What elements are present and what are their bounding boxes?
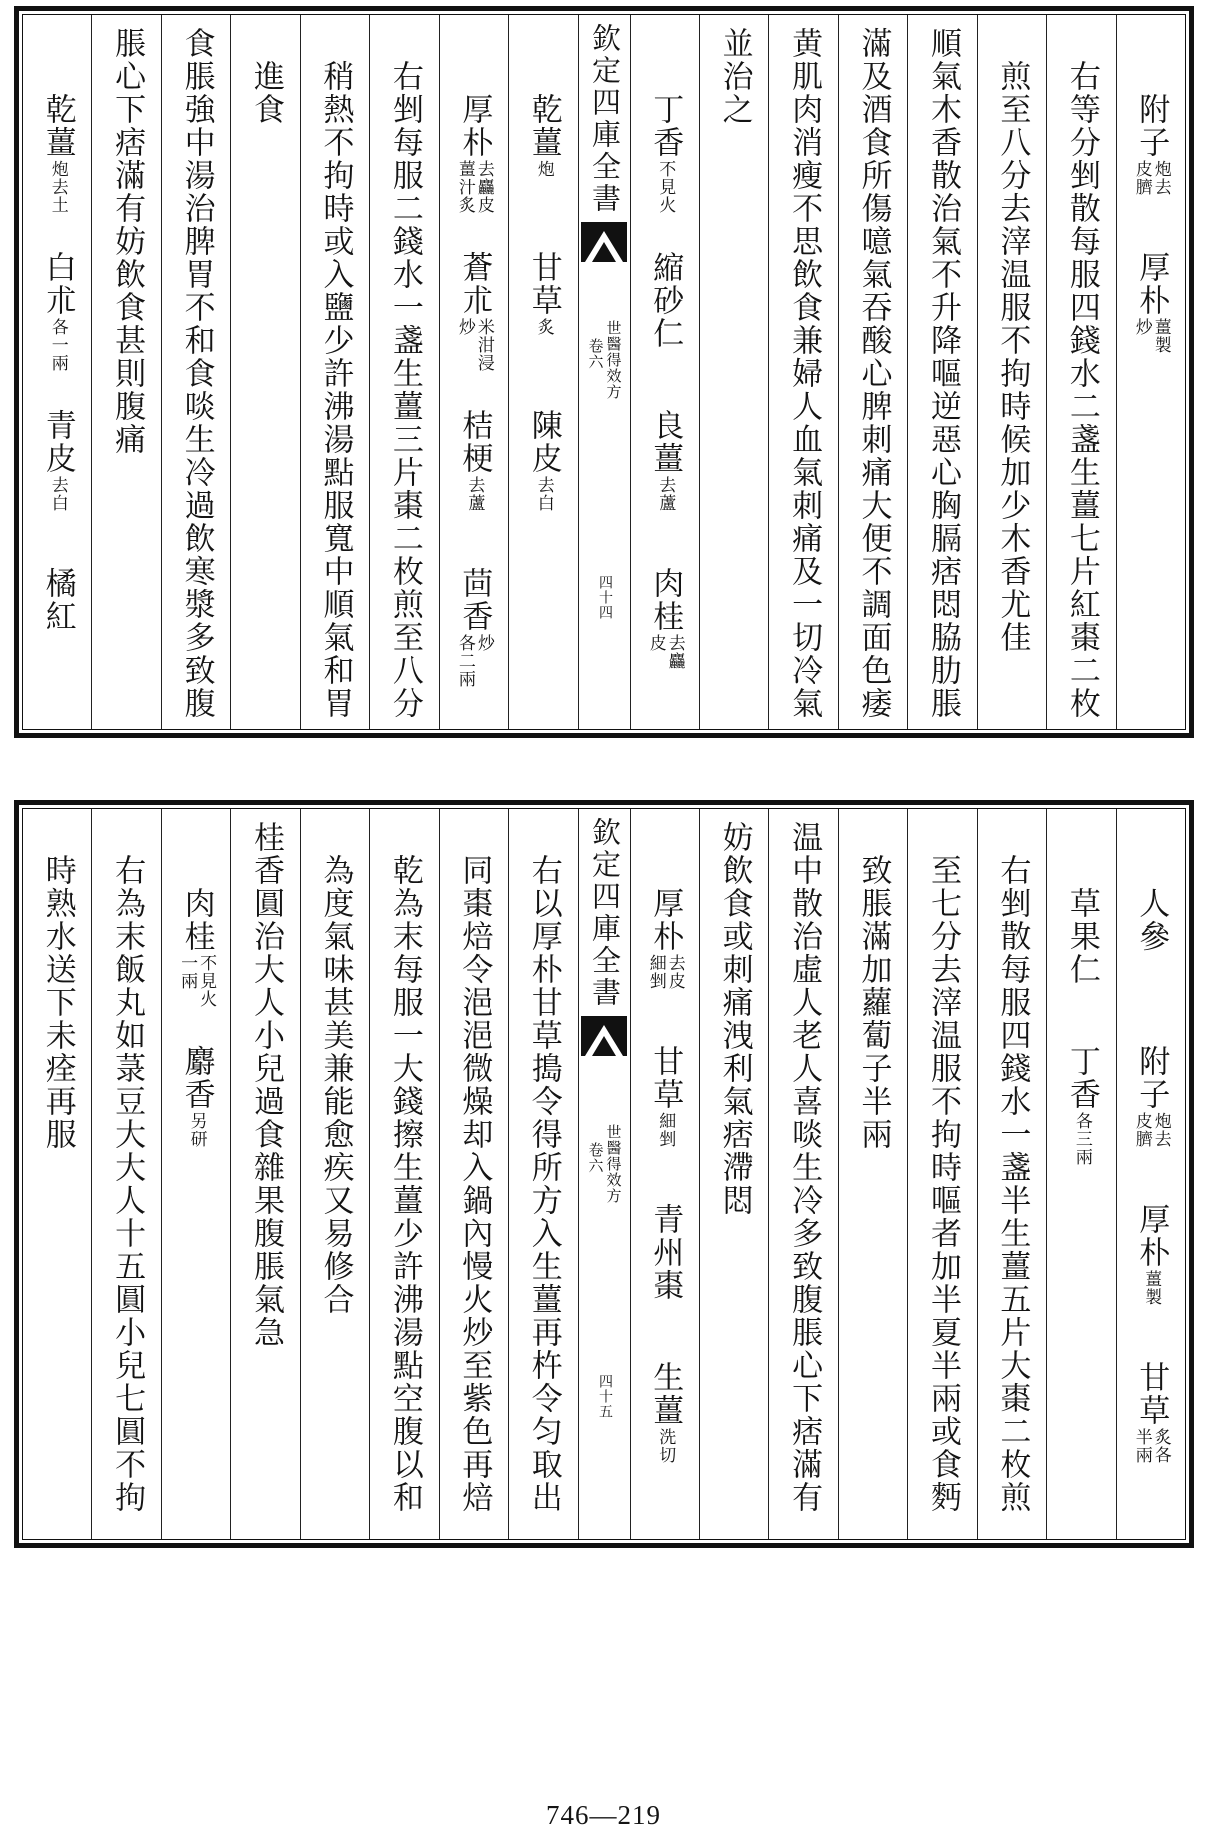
volume-number: 卷六 — [586, 338, 605, 370]
text-line — [1063, 60, 1100, 720]
annotation-note — [1141, 1270, 1162, 1306]
text-column — [699, 809, 768, 1539]
text-column — [907, 809, 976, 1539]
ingredient-entry — [1133, 251, 1169, 354]
ingredient-entry — [177, 887, 217, 1045]
text-line — [716, 821, 753, 1217]
annotation-note — [655, 1112, 676, 1148]
ingredient-entry — [1063, 1045, 1100, 1166]
main-text: 丁香 — [1063, 1045, 1100, 1111]
annotation-line: 去麤 — [664, 634, 685, 670]
main-text: 縮砂仁 — [647, 251, 684, 350]
main-text: 稍熱不拘時或入鹽少許沸湯點服寬中順氣和胃 — [317, 60, 354, 720]
text-line — [248, 60, 285, 126]
ingredient-entry — [647, 567, 683, 670]
annotation-note — [1133, 160, 1169, 196]
main-text: 附子 — [1133, 93, 1170, 159]
main-text: 肉桂 — [647, 567, 684, 633]
main-text: 時熟水送下未痊再服 — [39, 854, 76, 1151]
annotation-line: 不見火 — [655, 160, 676, 214]
main-text: 至七分去滓温服不拘時嘔者加半夏半兩或食麪 — [924, 854, 961, 1514]
annotation-line: 薑汁炙 — [454, 160, 475, 214]
collection-title: 欽定四庫全書 — [588, 817, 622, 1009]
text-line — [317, 60, 354, 720]
text-column — [161, 15, 230, 729]
main-text: 滿及酒食所傷噫氣吞酸心脾刺痛大便不調面色痿 — [855, 27, 892, 720]
main-text: 致脹滿加蘿蔔子半兩 — [855, 854, 892, 1151]
ingredient-entry — [1133, 1045, 1169, 1203]
main-text: 右為末飯丸如菉豆大大人十五圓小兒七圓不拘 — [109, 854, 146, 1514]
ingredient-entry — [647, 409, 684, 567]
ingredient-entry — [647, 251, 684, 409]
volume-number: 卷六 — [586, 1142, 605, 1174]
text-column — [300, 15, 369, 729]
annotation-line: 各三兩 — [1071, 1112, 1092, 1166]
main-text: 温中散治虛人老人喜啖生冷多致腹脹心下痞滿有 — [786, 821, 823, 1514]
text-column — [161, 809, 230, 1539]
ingredient-entry — [525, 93, 562, 251]
fish-tail-mark — [581, 1016, 627, 1056]
ingredient-entry — [525, 251, 562, 409]
text-column — [907, 15, 976, 729]
text-line — [525, 854, 562, 1514]
main-text: 食脹強中湯治脾胃不和食啖生冷過飲寒漿多致腹 — [178, 27, 215, 720]
main-text: 順氣木香散治氣不升降嘔逆惡心胸膈痞悶脇肋脹 — [924, 27, 961, 720]
text-line — [386, 854, 423, 1514]
half-page-bottom — [14, 800, 1194, 1548]
annotation-note — [655, 476, 676, 512]
text-column — [23, 15, 91, 729]
annotation-line: 炙各 — [1150, 1428, 1171, 1464]
annotation-line: 洗切 — [655, 1428, 676, 1464]
center-fold-column — [578, 809, 630, 1539]
main-text: 乾薑 — [525, 93, 562, 159]
text-column — [977, 809, 1046, 1539]
text-line — [855, 27, 892, 720]
annotation-line: 各一兩 — [47, 318, 68, 372]
annotation-note — [535, 160, 552, 178]
main-text: 丁香 — [647, 93, 684, 159]
text-column — [768, 15, 837, 729]
main-text: 進食 — [248, 60, 285, 126]
annotation-line: 各二兩 — [454, 634, 475, 688]
annotation-line: 炮去 — [1150, 1112, 1171, 1148]
half-page-top — [14, 6, 1194, 738]
ingredient-entry — [647, 1203, 684, 1361]
main-text: 右剉每服二錢水一盞生薑三片棗二枚煎至八分 — [386, 60, 423, 720]
ingredient-entry — [1133, 887, 1170, 1045]
annotation-note — [456, 634, 492, 688]
text-column — [699, 15, 768, 729]
main-text: 為度氣味甚美兼能愈疾又易修合 — [317, 854, 354, 1316]
main-text: 乾為末每服一大錢擦生薑少許沸湯點空腹以和 — [386, 854, 423, 1514]
text-column — [508, 15, 577, 729]
text-column — [768, 809, 837, 1539]
text-line — [924, 854, 961, 1514]
annotation-note — [1133, 318, 1169, 354]
text-column — [369, 15, 438, 729]
text-column — [439, 15, 508, 729]
ingredient-entry — [178, 1045, 215, 1148]
ingredient-entry — [647, 887, 683, 1045]
text-column — [91, 809, 160, 1539]
text-column — [23, 809, 91, 1539]
annotation-note — [1073, 1112, 1090, 1166]
main-text: 厚朴 — [647, 887, 684, 953]
ingredient-entry — [39, 409, 76, 567]
text-column — [230, 809, 299, 1539]
main-text: 陳皮 — [525, 409, 562, 475]
text-column — [630, 15, 699, 729]
text-column — [300, 809, 369, 1539]
annotation-line: 炒 — [473, 634, 494, 652]
text-line — [386, 60, 423, 720]
annotation-line: 炒 — [454, 318, 475, 336]
center-fold-column — [578, 15, 630, 729]
text-line — [39, 854, 76, 1151]
main-text: 肉桂 — [178, 887, 215, 953]
text-line — [994, 854, 1031, 1514]
text-column — [369, 809, 438, 1539]
main-text: 右剉散每服四錢水一盞半生薑五片大棗二枚煎 — [994, 854, 1031, 1514]
text-line — [786, 27, 823, 720]
annotation-line: 細剉 — [645, 954, 666, 990]
annotation-note — [456, 318, 492, 372]
ingredient-entry — [647, 93, 684, 251]
ingredient-entry — [39, 251, 76, 409]
annotation-line: 另研 — [186, 1112, 207, 1148]
text-line — [178, 27, 215, 720]
main-text: 甘草 — [647, 1045, 684, 1111]
annotation-line: 去蘆 — [655, 476, 676, 512]
text-line — [716, 27, 753, 126]
annotation-line: 去麤皮 — [473, 160, 494, 214]
annotation-note — [1133, 1112, 1169, 1148]
annotation-line: 去白 — [47, 476, 68, 512]
main-text: 右以厚朴甘草搗令得所方入生薑再杵令匀取出 — [525, 854, 562, 1514]
main-text: 蒼朮 — [456, 251, 493, 317]
main-text: 人參 — [1133, 887, 1170, 953]
main-text: 青皮 — [39, 409, 76, 475]
text-column — [1046, 809, 1115, 1539]
annotation-note — [177, 954, 217, 1008]
text-column — [838, 15, 907, 729]
annotation-note — [49, 476, 66, 512]
ingredient-entry — [647, 1045, 684, 1203]
ingredient-entry — [1133, 1361, 1169, 1464]
annotation-line: 薑製 — [1141, 1270, 1162, 1306]
ingredient-entry — [456, 567, 492, 688]
text-line — [994, 60, 1031, 654]
text-line — [924, 27, 961, 720]
main-text: 煎至八分去滓温服不拘時候加少木香尤佳 — [994, 60, 1031, 654]
annotation-line: 細剉 — [655, 1112, 676, 1148]
annotation-line: 一兩 — [177, 954, 198, 990]
main-text: 甘草 — [1133, 1361, 1170, 1427]
annotation-line: 炮 — [533, 160, 554, 178]
annotation-note — [1133, 1428, 1169, 1464]
annotation-line: 去白 — [533, 476, 554, 512]
main-text: 青州棗 — [647, 1203, 684, 1302]
annotation-note — [655, 160, 676, 214]
text-line — [456, 854, 493, 1514]
main-text: 桂香圓治大人小兒過食雜果腹脹氣急 — [248, 821, 285, 1349]
annotation-line: 不見火 — [196, 954, 217, 1008]
ingredient-entry — [456, 409, 493, 567]
main-text: 附子 — [1133, 1045, 1170, 1111]
collection-title: 欽定四庫全書 — [588, 23, 622, 215]
annotation-note — [535, 318, 552, 336]
page-frame — [22, 808, 1186, 1540]
book-info — [579, 320, 630, 400]
annotation-line: 去皮 — [664, 954, 685, 990]
text-line — [109, 854, 146, 1514]
main-text: 厚朴 — [1133, 251, 1170, 317]
ingredient-entry — [525, 409, 562, 512]
page-frame — [22, 14, 1186, 730]
ingredient-entry — [1133, 1203, 1170, 1361]
annotation-note — [647, 954, 683, 990]
text-line — [786, 821, 823, 1514]
annotation-line: 半兩 — [1131, 1428, 1152, 1464]
main-text: 生薑 — [647, 1361, 684, 1427]
annotation-line: 炮去 — [1150, 160, 1171, 196]
main-text: 甘草 — [525, 251, 562, 317]
text-column — [630, 809, 699, 1539]
ingredient-entry — [456, 93, 492, 251]
main-text: 茴香 — [456, 567, 493, 633]
annotation-note — [49, 318, 66, 372]
book-info — [579, 1124, 630, 1204]
main-text: 橘紅 — [39, 567, 76, 633]
ingredient-entry — [39, 567, 76, 633]
ingredient-entry — [456, 251, 492, 409]
main-text: 厚朴 — [1133, 1203, 1170, 1269]
main-text: 同棗焙令浥浥微燥却入鍋內慢火炒至紫色再焙 — [456, 854, 493, 1514]
annotation-line: 炙 — [533, 318, 554, 336]
book-title: 世醫得效方 — [604, 1124, 623, 1204]
text-column — [508, 809, 577, 1539]
text-column — [838, 809, 907, 1539]
ingredient-entry — [647, 1361, 684, 1464]
page-number: 746—219 — [546, 1800, 661, 1830]
annotation-line: 皮臍 — [1131, 160, 1152, 196]
annotation-line: 炒 — [1131, 318, 1152, 336]
text-column — [977, 15, 1046, 729]
annotation-line: 皮臍 — [1131, 1112, 1152, 1148]
annotation-line: 炮去土 — [47, 160, 68, 214]
leaf-number: 四十五 — [597, 1374, 613, 1419]
main-text: 良薑 — [647, 409, 684, 475]
text-column — [439, 809, 508, 1539]
text-column — [1046, 15, 1115, 729]
main-text: 黄肌肉消瘦不思飲食兼婦人血氣刺痛及一切冷氣 — [786, 27, 823, 720]
annotation-line: 去蘆 — [464, 476, 485, 512]
main-text: 右等分剉散每服四錢水二盞生薑七片紅棗二枚 — [1063, 60, 1100, 720]
annotation-line: 皮 — [645, 634, 666, 652]
main-text: 麝香 — [178, 1045, 215, 1111]
annotation-note — [535, 476, 552, 512]
ingredient-entry — [1133, 93, 1169, 251]
text-column — [1116, 15, 1185, 729]
text-line — [109, 27, 146, 456]
annotation-note — [655, 1428, 676, 1464]
text-line — [317, 854, 354, 1316]
ingredient-entry — [39, 93, 76, 251]
annotation-line: 薑製 — [1150, 318, 1171, 354]
annotation-note — [49, 160, 66, 214]
main-text: 桔梗 — [456, 409, 493, 475]
annotation-note — [647, 634, 683, 670]
annotation-note — [456, 160, 492, 214]
text-column — [91, 15, 160, 729]
text-column — [230, 15, 299, 729]
ingredient-entry — [1063, 887, 1100, 1045]
annotation-note — [464, 476, 485, 512]
main-text: 妨飲食或刺痛洩利氣痞滯悶 — [716, 821, 753, 1217]
fish-tail-mark — [581, 222, 627, 262]
main-text: 白朮 — [39, 251, 76, 317]
main-text: 乾薑 — [39, 93, 76, 159]
main-text: 並治之 — [716, 27, 753, 126]
text-line — [248, 821, 285, 1349]
text-column — [1116, 809, 1185, 1539]
text-line — [855, 854, 892, 1151]
annotation-line: 米泔浸 — [473, 318, 494, 372]
main-text: 草果仁 — [1063, 887, 1100, 986]
book-title: 世醫得效方 — [604, 320, 623, 400]
annotation-note — [188, 1112, 205, 1148]
main-text: 脹心下痞滿有妨飲食甚則腹痛 — [109, 27, 146, 456]
leaf-number: 四十四 — [597, 575, 613, 620]
main-text: 厚朴 — [456, 93, 493, 159]
